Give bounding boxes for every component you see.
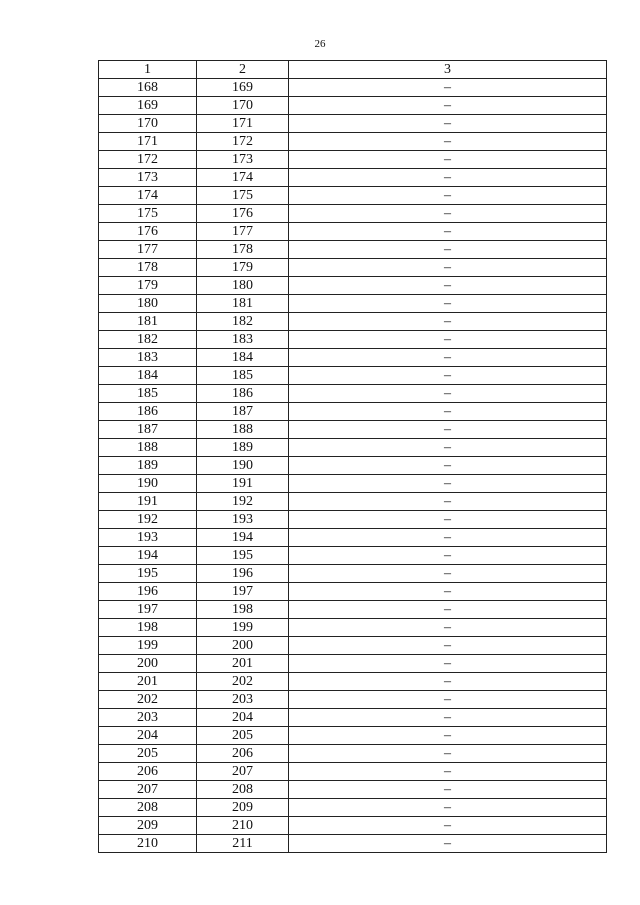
table-row: [99, 331, 607, 349]
table-cell-col-3: –: [289, 727, 607, 745]
table-cell-col-3: –: [289, 547, 607, 565]
table-cell-col-2: 177: [197, 223, 289, 241]
table-row: [99, 637, 607, 655]
table-cell-col-3: –: [289, 763, 607, 781]
table-cell-col-3: –: [289, 565, 607, 583]
table-cell-col-3: –: [289, 529, 607, 547]
table-row: [99, 439, 607, 457]
table-cell-col-3: –: [289, 835, 607, 853]
table-cell-col-2: 175: [197, 187, 289, 205]
table-cell-col-2: 182: [197, 313, 289, 331]
table-cell-col-3: –: [289, 349, 607, 367]
table-cell-col-1: 194: [99, 547, 197, 565]
table-row: [99, 745, 607, 763]
table-cell-col-3: –: [289, 169, 607, 187]
table-cell-col-1: 187: [99, 421, 197, 439]
table-cell-col-2: 179: [197, 259, 289, 277]
table-cell-col-2: 207: [197, 763, 289, 781]
table-cell-col-1: 193: [99, 529, 197, 547]
table-cell-col-3: –: [289, 709, 607, 727]
table-row: [99, 601, 607, 619]
table-row: [99, 817, 607, 835]
table-cell-col-3: –: [289, 295, 607, 313]
table-cell-col-3: –: [289, 745, 607, 763]
table-cell-col-2: 178: [197, 241, 289, 259]
page-number: 26: [314, 38, 326, 50]
table-row: [99, 583, 607, 601]
header-cell-3: 3: [289, 61, 607, 79]
table-row: [99, 565, 607, 583]
table-cell-col-2: 194: [197, 529, 289, 547]
table-body: [99, 79, 607, 853]
table-row: [99, 475, 607, 493]
table-cell-col-1: 181: [99, 313, 197, 331]
table-cell-col-3: –: [289, 115, 607, 133]
table-row: [99, 835, 607, 853]
table-cell-col-1: 190: [99, 475, 197, 493]
table-cell-col-3: –: [289, 241, 607, 259]
table-cell-col-1: 186: [99, 403, 197, 421]
table-cell-col-1: 178: [99, 259, 197, 277]
table-row: [99, 727, 607, 745]
table-cell-col-2: 186: [197, 385, 289, 403]
table-cell-col-2: 210: [197, 817, 289, 835]
table-cell-col-1: 172: [99, 151, 197, 169]
table-row: [99, 781, 607, 799]
table-cell-col-2: 172: [197, 133, 289, 151]
table-cell-col-1: 182: [99, 331, 197, 349]
table-row: [99, 547, 607, 565]
table-cell-col-3: –: [289, 385, 607, 403]
table-cell-col-2: 181: [197, 295, 289, 313]
table-cell-col-2: 211: [197, 835, 289, 853]
table-cell-col-1: 196: [99, 583, 197, 601]
table-cell-col-3: –: [289, 421, 607, 439]
table-row: [99, 673, 607, 691]
data-table: [98, 60, 607, 853]
table-cell-col-2: 197: [197, 583, 289, 601]
table-cell-col-2: 196: [197, 565, 289, 583]
table-cell-col-1: 201: [99, 673, 197, 691]
table-cell-col-3: –: [289, 475, 607, 493]
table-cell-col-2: 185: [197, 367, 289, 385]
table-row: [99, 349, 607, 367]
table-cell-col-1: 210: [99, 835, 197, 853]
table-cell-col-3: –: [289, 781, 607, 799]
table-cell-col-3: –: [289, 637, 607, 655]
table-cell-col-2: 188: [197, 421, 289, 439]
table-cell-col-3: –: [289, 187, 607, 205]
table-cell-col-2: 193: [197, 511, 289, 529]
table-cell-col-3: –: [289, 511, 607, 529]
table-cell-col-3: –: [289, 493, 607, 511]
table-cell-col-1: 179: [99, 277, 197, 295]
table-cell-col-2: 209: [197, 799, 289, 817]
table-cell-col-3: –: [289, 367, 607, 385]
header-cell-1: 1: [99, 61, 197, 79]
table-cell-col-3: –: [289, 457, 607, 475]
table-row: [99, 151, 607, 169]
table-row: [99, 115, 607, 133]
table-cell-col-3: –: [289, 205, 607, 223]
table-cell-col-1: 177: [99, 241, 197, 259]
table-cell-col-3: –: [289, 403, 607, 421]
table-row: [99, 709, 607, 727]
table-cell-col-2: 171: [197, 115, 289, 133]
table-row: [99, 313, 607, 331]
table-cell-col-1: 204: [99, 727, 197, 745]
table-cell-col-2: 195: [197, 547, 289, 565]
table-cell-col-1: 176: [99, 223, 197, 241]
table-row: [99, 277, 607, 295]
table-row: [99, 457, 607, 475]
table-row: [99, 223, 607, 241]
table-cell-col-2: 198: [197, 601, 289, 619]
table-cell-col-1: 202: [99, 691, 197, 709]
table-cell-col-2: 199: [197, 619, 289, 637]
table-row: [99, 367, 607, 385]
table-cell-col-1: 192: [99, 511, 197, 529]
table-cell-col-1: 184: [99, 367, 197, 385]
table-row: [99, 385, 607, 403]
table-cell-col-1: 203: [99, 709, 197, 727]
table-cell-col-3: –: [289, 799, 607, 817]
table-row: [99, 763, 607, 781]
table-cell-col-1: 207: [99, 781, 197, 799]
table-row: [99, 511, 607, 529]
table-cell-col-2: 189: [197, 439, 289, 457]
table-cell-col-3: –: [289, 223, 607, 241]
table-cell-col-1: 169: [99, 97, 197, 115]
table-row: [99, 187, 607, 205]
table-row: [99, 133, 607, 151]
table-header: [99, 61, 607, 79]
table-row: [99, 79, 607, 97]
table-cell-col-1: 195: [99, 565, 197, 583]
table-cell-col-1: 205: [99, 745, 197, 763]
table-row: [99, 295, 607, 313]
table-cell-col-3: –: [289, 439, 607, 457]
table-cell-col-3: –: [289, 601, 607, 619]
table-cell-col-1: 191: [99, 493, 197, 511]
table-cell-col-3: –: [289, 151, 607, 169]
table-cell-col-2: 174: [197, 169, 289, 187]
table-cell-col-2: 201: [197, 655, 289, 673]
table-cell-col-3: –: [289, 133, 607, 151]
table-row: [99, 241, 607, 259]
table-cell-col-1: 198: [99, 619, 197, 637]
table-cell-col-1: 200: [99, 655, 197, 673]
table-cell-col-2: 191: [197, 475, 289, 493]
table-cell-col-2: 169: [197, 79, 289, 97]
table-cell-col-2: 170: [197, 97, 289, 115]
table-row: [99, 529, 607, 547]
table-cell-col-3: –: [289, 277, 607, 295]
table-cell-col-2: 190: [197, 457, 289, 475]
header-cell-2: 2: [197, 61, 289, 79]
table-row: [99, 259, 607, 277]
table-cell-col-2: 176: [197, 205, 289, 223]
table-row: [99, 655, 607, 673]
table-cell-col-1: 188: [99, 439, 197, 457]
table-row: [99, 691, 607, 709]
table-cell-col-1: 208: [99, 799, 197, 817]
table-cell-col-3: –: [289, 619, 607, 637]
table-cell-col-2: 187: [197, 403, 289, 421]
table-cell-col-2: 202: [197, 673, 289, 691]
table-cell-col-1: 174: [99, 187, 197, 205]
table-cell-col-1: 168: [99, 79, 197, 97]
table-cell-col-2: 203: [197, 691, 289, 709]
table-cell-col-2: 204: [197, 709, 289, 727]
table-cell-col-1: 206: [99, 763, 197, 781]
table-cell-col-3: –: [289, 673, 607, 691]
table-cell-col-2: 183: [197, 331, 289, 349]
table-cell-col-1: 189: [99, 457, 197, 475]
table-cell-col-2: 200: [197, 637, 289, 655]
table-row: [99, 205, 607, 223]
table-cell-col-3: –: [289, 691, 607, 709]
table-cell-col-3: –: [289, 313, 607, 331]
table-cell-col-1: 199: [99, 637, 197, 655]
table-cell-col-2: 208: [197, 781, 289, 799]
table-cell-col-2: 205: [197, 727, 289, 745]
table-cell-col-3: –: [289, 583, 607, 601]
table-cell-col-3: –: [289, 97, 607, 115]
table-cell-col-3: –: [289, 655, 607, 673]
table-cell-col-2: 192: [197, 493, 289, 511]
table-cell-col-1: 183: [99, 349, 197, 367]
table-row: [99, 421, 607, 439]
header-row: [99, 61, 607, 79]
table-cell-col-1: 170: [99, 115, 197, 133]
table-row: [99, 97, 607, 115]
table-cell-col-1: 197: [99, 601, 197, 619]
table-cell-col-1: 175: [99, 205, 197, 223]
table-cell-col-3: –: [289, 259, 607, 277]
table-row: [99, 799, 607, 817]
table-cell-col-2: 180: [197, 277, 289, 295]
table-cell-col-3: –: [289, 817, 607, 835]
table-cell-col-1: 180: [99, 295, 197, 313]
table-cell-col-3: –: [289, 79, 607, 97]
table-row: [99, 169, 607, 187]
table-cell-col-3: –: [289, 331, 607, 349]
table-cell-col-1: 173: [99, 169, 197, 187]
table-cell-col-2: 184: [197, 349, 289, 367]
table-row: [99, 493, 607, 511]
table-cell-col-1: 209: [99, 817, 197, 835]
table-cell-col-2: 206: [197, 745, 289, 763]
table-row: [99, 619, 607, 637]
table-cell-col-2: 173: [197, 151, 289, 169]
table-cell-col-1: 185: [99, 385, 197, 403]
table-cell-col-1: 171: [99, 133, 197, 151]
table-row: [99, 403, 607, 421]
